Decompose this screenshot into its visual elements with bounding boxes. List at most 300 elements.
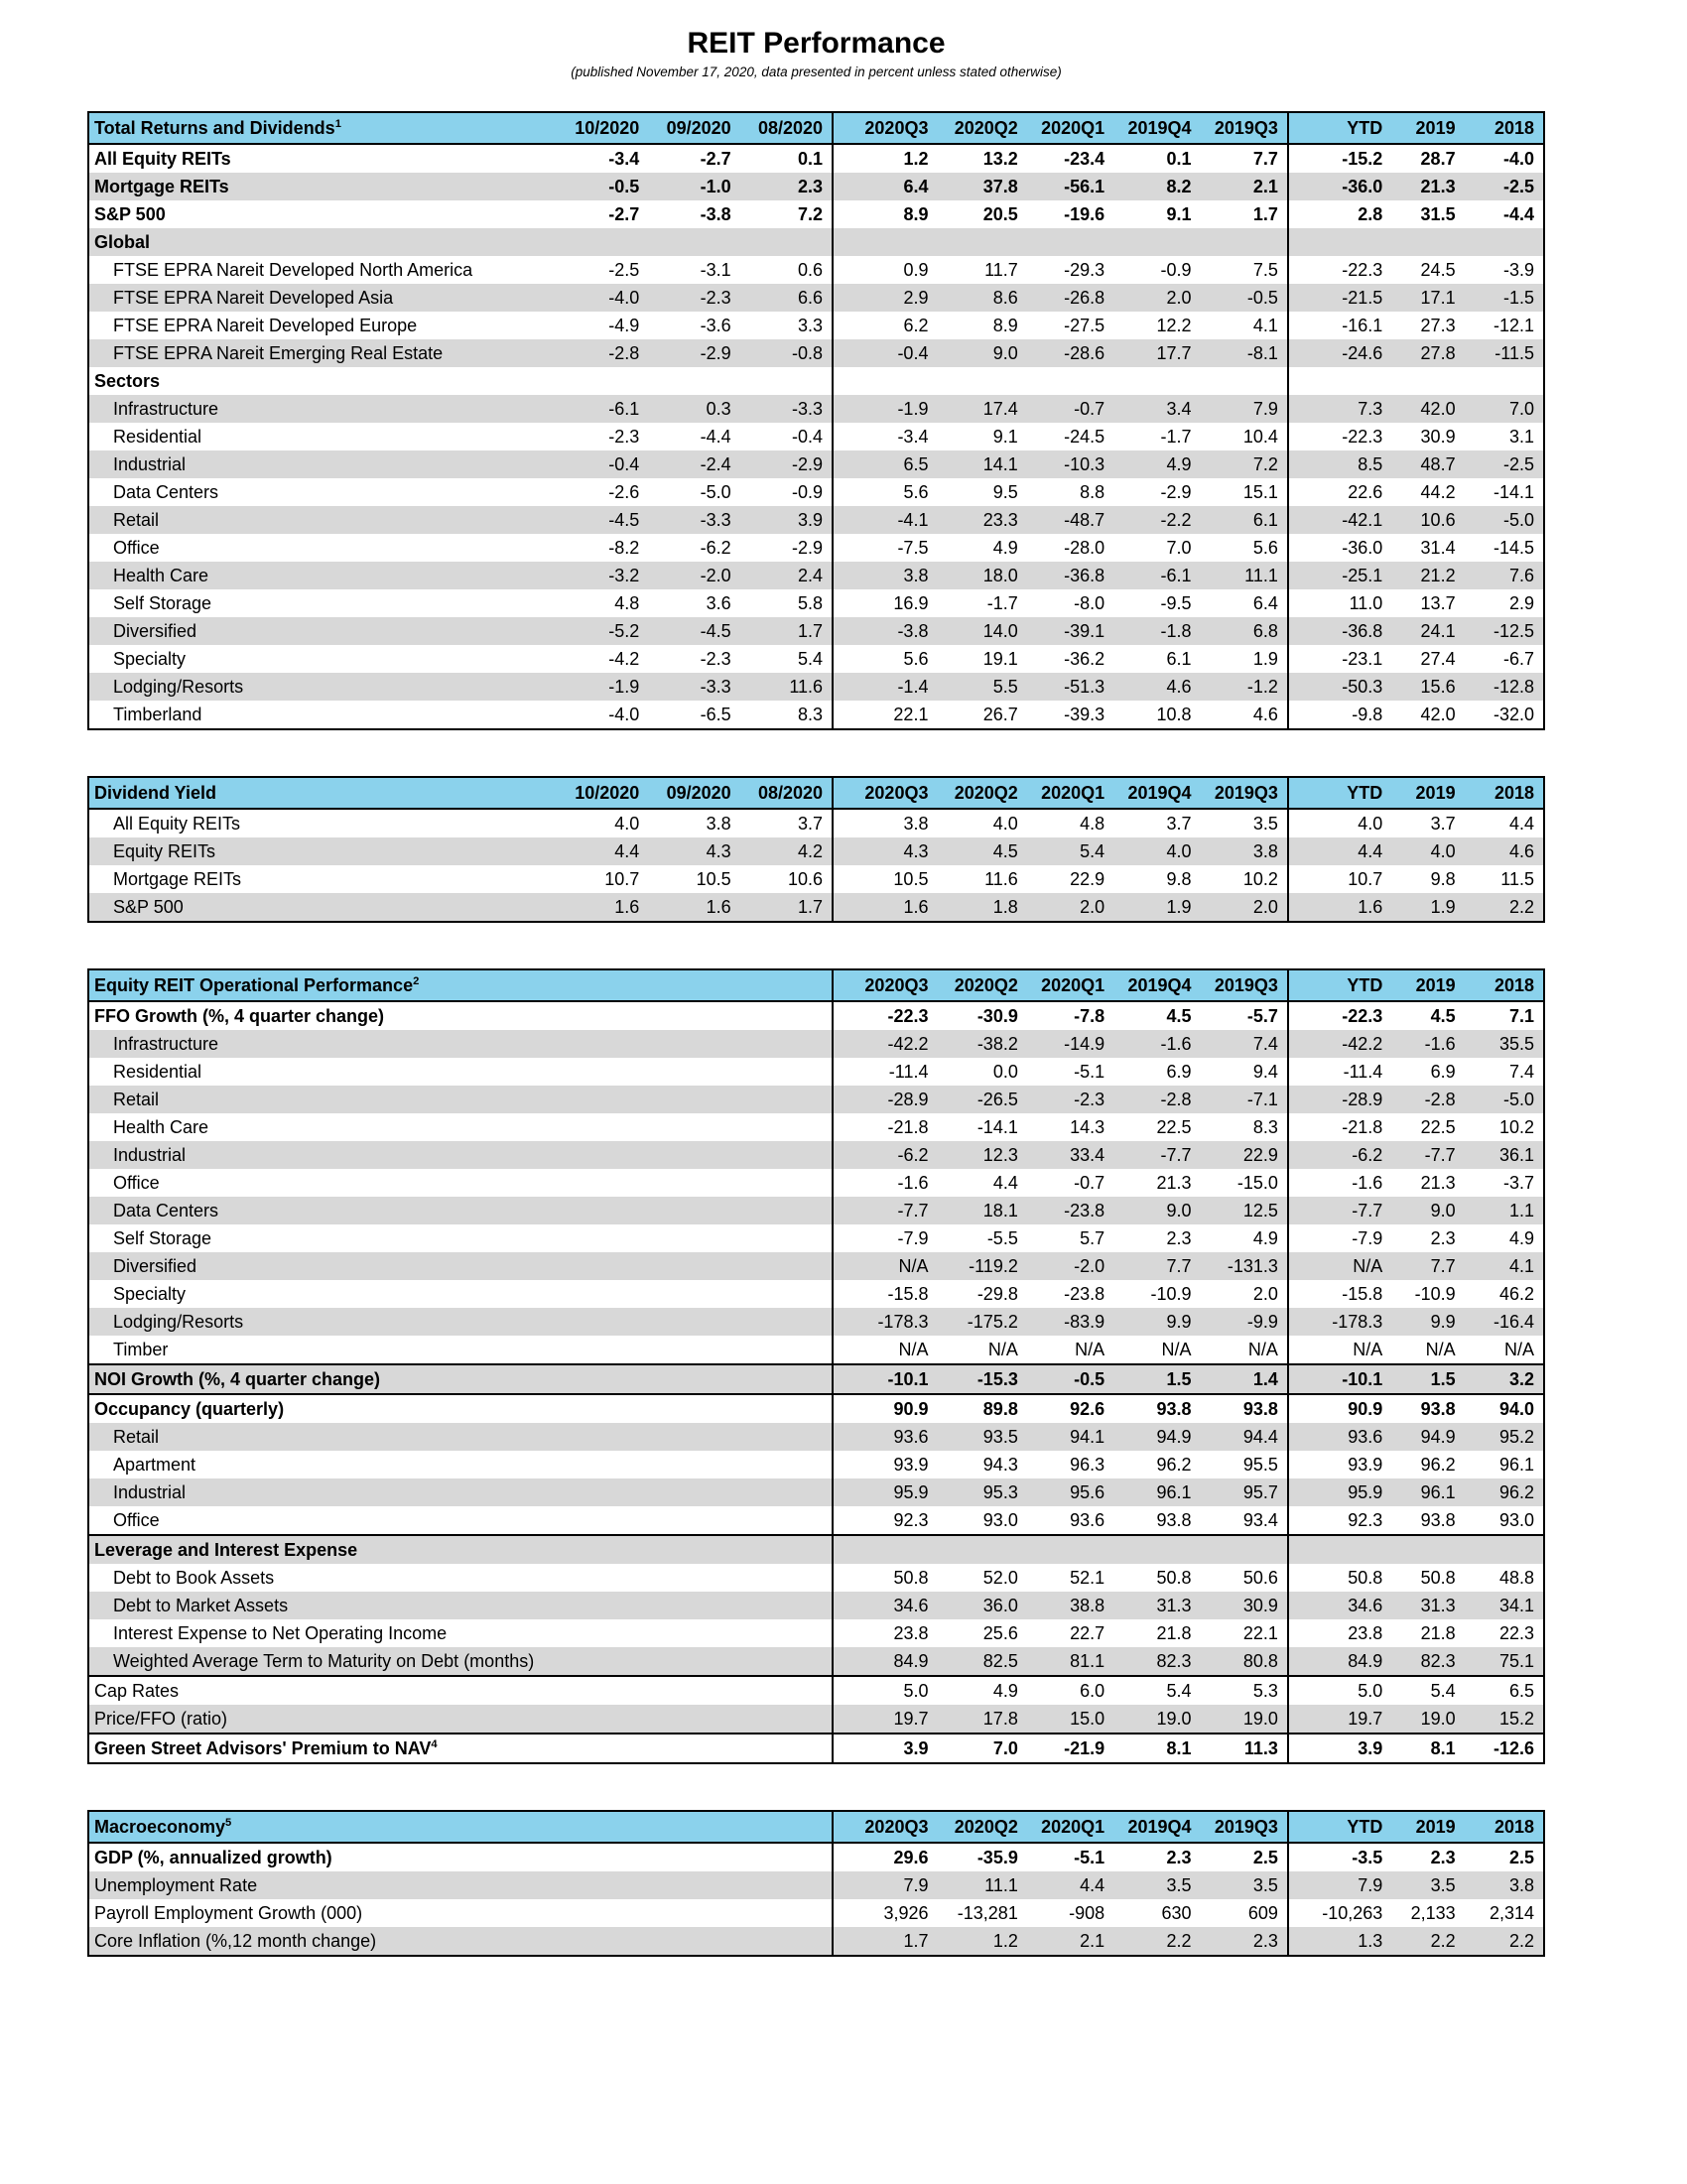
cell: -15.8 [1288, 1280, 1391, 1308]
row-label: FTSE EPRA Nareit Developed North America [113, 260, 473, 280]
cell: -23.8 [1064, 1284, 1105, 1304]
cell: -14.1 [976, 1117, 1018, 1137]
cell: 3.8 [1201, 837, 1288, 865]
cell: 82.5 [937, 1647, 1026, 1676]
cell: 0.1 [1166, 149, 1192, 169]
cell: 31.3 [1391, 1592, 1464, 1619]
tables [87, 111, 1545, 1957]
cell: 92.3 [833, 1506, 937, 1535]
cell: 4.4 [1288, 837, 1391, 865]
row-label: Timber [113, 1340, 169, 1359]
cell: 9.4 [1252, 1062, 1278, 1082]
column-header: 2020Q1 [1027, 112, 1113, 144]
row-label: Office [113, 1173, 160, 1193]
cell: -3.4 [608, 149, 640, 169]
cell: 93.6 [833, 1423, 937, 1451]
cell: 11.6 [740, 673, 833, 701]
row-label: Retail [88, 1423, 833, 1451]
cell: 50.6 [1242, 1568, 1278, 1588]
column-header: 2020Q1 [1027, 777, 1113, 809]
cell: 5.4 [1391, 1676, 1464, 1705]
cell: 1.5 [1113, 1364, 1200, 1394]
cell: 22.9 [1070, 869, 1105, 889]
cell: -1.8 [1113, 617, 1200, 645]
cell: 4.0 [1113, 837, 1200, 865]
cell: -24.5 [1064, 427, 1105, 447]
cell: 8.1 [1391, 1734, 1464, 1763]
cell: 17.1 [1391, 284, 1464, 312]
cell: -3.6 [700, 316, 731, 335]
cell: -2.2 [1113, 506, 1200, 534]
cell: -5.0 [700, 482, 731, 502]
cell: -36.2 [1064, 649, 1105, 669]
cell: 2.3 [740, 173, 833, 200]
cell: 7.7 [1252, 149, 1278, 169]
cell: -7.9 [833, 1224, 937, 1252]
cell: 8.3 [1252, 1117, 1278, 1137]
cell: -23.1 [1288, 645, 1391, 673]
cell: 15.6 [1391, 673, 1464, 701]
cell: 9.1 [992, 427, 1018, 447]
cell: -7.5 [833, 534, 937, 562]
cell: 14.0 [937, 617, 1026, 645]
cell: 21.3 [1391, 173, 1464, 200]
cell: 13.2 [982, 149, 1018, 169]
cell: 3.4 [1113, 395, 1200, 423]
cell: 21.3 [1156, 1173, 1192, 1193]
cell: 9.0 [1391, 1197, 1464, 1224]
cell: 2.2 [1391, 1927, 1464, 1956]
cell: 18.0 [937, 562, 1026, 589]
cell: 7.9 [1288, 1871, 1391, 1899]
cell: 94.1 [1027, 1423, 1113, 1451]
cell: 9.9 [1391, 1308, 1464, 1336]
table-row [88, 200, 1544, 228]
cell [1465, 1535, 1544, 1564]
column-header: 2020Q3 [833, 112, 937, 144]
column-header: 2020Q3 [833, 969, 937, 1001]
cell: 1.2 [937, 1927, 1026, 1956]
cell: 15.2 [1465, 1705, 1544, 1734]
cell: 29.6 [833, 1843, 937, 1871]
cell: 12.5 [1201, 1197, 1288, 1224]
cell: -4.9 [608, 316, 640, 335]
cell: 4.4 [1027, 1871, 1113, 1899]
cell: -42.2 [833, 1030, 937, 1058]
cell: -28.9 [833, 1086, 937, 1113]
cell: -1.7 [1160, 427, 1192, 447]
column-header: 08/2020 [740, 112, 833, 144]
table-row [88, 1619, 1544, 1647]
cell: -3.4 [833, 423, 937, 450]
column-header: 2019Q4 [1113, 112, 1200, 144]
cell: 6.1 [1166, 649, 1192, 669]
cell: 609 [1247, 1903, 1278, 1923]
table-macroeconomy [87, 1810, 1545, 1957]
table-title: Equity REIT Operational Performance$^2$ [88, 969, 833, 1001]
cell: 38.8 [1027, 1592, 1113, 1619]
cell: 2.3 [1166, 1228, 1192, 1248]
row-label: NOI Growth (%, 4 quarter change) [88, 1364, 833, 1394]
cell: -5.1 [1074, 1848, 1105, 1867]
column-header: 2019Q3 [1201, 777, 1288, 809]
cell: -1.9 [557, 673, 648, 701]
cell: -0.8 [740, 339, 833, 367]
cell: 0.9 [833, 256, 937, 284]
cell: 14.3 [1070, 1117, 1105, 1137]
cell: -21.9 [1027, 1734, 1113, 1763]
cell: 8.1 [1113, 1734, 1200, 1763]
cell: 50.8 [1420, 1568, 1456, 1588]
cell: 6.5 [1465, 1676, 1544, 1705]
cell [1391, 228, 1464, 256]
cell: 3.8 [833, 809, 937, 837]
cell: 95.9 [833, 1478, 937, 1506]
table-header-row [88, 112, 1544, 144]
cell: -0.5 [1201, 284, 1288, 312]
cell: -908 [1069, 1903, 1105, 1923]
cell: -175.2 [937, 1308, 1026, 1336]
cell: 96.1 [1113, 1478, 1200, 1506]
cell: -39.3 [1064, 705, 1105, 724]
cell: 0.0 [992, 1062, 1018, 1082]
cell: 92.6 [1027, 1394, 1113, 1423]
cell: 12.3 [937, 1141, 1026, 1169]
cell: 93.0 [982, 1510, 1018, 1530]
table-row [88, 1423, 1544, 1451]
cell: 4.1 [1465, 1252, 1544, 1280]
row-label: Timberland [113, 705, 202, 724]
cell: 3.9 [740, 506, 833, 534]
cell: 2.3 [1430, 1228, 1456, 1248]
cell: 96.2 [1156, 1455, 1192, 1475]
cell: 35.5 [1465, 1030, 1544, 1058]
row-label: Weighted Average Term to Maturity on Debt (months) [88, 1647, 833, 1676]
cell: 26.7 [982, 705, 1018, 724]
cell: -2.5 [1465, 450, 1544, 478]
cell: -22.3 [833, 1001, 937, 1030]
cell: 22.1 [1242, 1623, 1278, 1643]
cell: 1.6 [648, 893, 739, 922]
cell: 25.6 [982, 1623, 1018, 1643]
cell: 10.8 [1156, 705, 1192, 724]
cell: -22.3 [1288, 256, 1391, 284]
row-label: Mortgage REITs [88, 173, 557, 200]
table-row [88, 589, 1544, 617]
cell: 7.7 [1391, 1252, 1464, 1280]
cell: -1.0 [648, 173, 739, 200]
cell: -1.7 [986, 593, 1018, 613]
cell: 80.8 [1201, 1647, 1288, 1676]
row-label: S&P 500 [94, 204, 166, 224]
table-row [88, 1001, 1544, 1030]
cell: -19.6 [1064, 204, 1105, 224]
cell: -16.4 [1465, 1308, 1544, 1336]
cell: -2.5 [1465, 173, 1544, 200]
cell: 4.6 [1252, 705, 1278, 724]
cell: 2.3 [1430, 1848, 1456, 1867]
column-header: 2019 [1391, 777, 1464, 809]
cell [833, 367, 937, 395]
table-row [88, 1308, 1544, 1336]
cell: 20.5 [982, 204, 1018, 224]
cell: 1.9 [1391, 893, 1464, 922]
cell: 0.3 [648, 395, 739, 423]
cell: 96.2 [1420, 1455, 1456, 1475]
cell: -2.4 [648, 450, 739, 478]
cell: 7.1 [1508, 1006, 1534, 1026]
cell: 96.2 [1465, 1478, 1544, 1506]
row-label: Lodging/Resorts [88, 673, 557, 701]
table-row [88, 228, 1544, 256]
row-label: Residential [113, 1062, 202, 1082]
cell: -83.9 [1027, 1308, 1113, 1336]
cell: 21.8 [1420, 1623, 1456, 1643]
cell: N/A [1075, 1340, 1105, 1359]
cell [648, 367, 739, 395]
cell: 5.4 [798, 649, 824, 669]
cell: -4.5 [648, 617, 739, 645]
cell: 6.0 [1027, 1676, 1113, 1705]
cell [937, 367, 1026, 395]
row-label: Infrastructure [88, 1030, 833, 1058]
cell: 15.0 [1027, 1705, 1113, 1734]
cell: 5.0 [833, 1676, 937, 1705]
table-row [88, 1734, 1544, 1763]
cell: -32.0 [1492, 705, 1534, 724]
cell: 9.8 [1430, 869, 1456, 889]
cell: -6.2 [700, 538, 731, 558]
cell: -10.3 [1027, 450, 1113, 478]
cell: -15.2 [1288, 144, 1391, 173]
cell: 2.3 [1201, 1927, 1288, 1956]
table-row [88, 1478, 1544, 1506]
row-label: Specialty [113, 649, 187, 669]
cell: -1.9 [833, 395, 937, 423]
cell: 7.5 [1252, 260, 1278, 280]
cell: -5.5 [986, 1228, 1018, 1248]
cell: 94.4 [1201, 1423, 1288, 1451]
cell: -22.3 [1288, 1001, 1391, 1030]
row-label: Self Storage [113, 1228, 212, 1248]
cell: 9.1 [1166, 204, 1192, 224]
cell: -6.5 [700, 705, 731, 724]
cell: -5.0 [1465, 506, 1544, 534]
cell: 5.6 [833, 645, 937, 673]
cell: 30.9 [1420, 427, 1456, 447]
table-header-row [88, 1811, 1544, 1843]
column-header: 2018 [1465, 112, 1544, 144]
cell: 4.4 [1508, 814, 1534, 834]
cell: -5.2 [557, 617, 648, 645]
cell: -10,263 [1288, 1899, 1391, 1927]
cell: 6.2 [833, 312, 937, 339]
row-label: Residential [113, 427, 202, 447]
cell: 2.1 [1201, 173, 1288, 200]
cell: -4.4 [1502, 204, 1534, 224]
cell: 630 [1161, 1903, 1192, 1923]
cell: 27.8 [1391, 339, 1464, 367]
table-row [88, 312, 1544, 339]
cell: -0.5 [1027, 1364, 1113, 1394]
cell: 1.6 [1288, 893, 1391, 922]
cell: 33.4 [1027, 1141, 1113, 1169]
cell: 8.3 [798, 705, 824, 724]
row-label: Specialty [113, 1284, 187, 1304]
cell: 5.4 [1027, 837, 1113, 865]
cell: 90.9 [1288, 1394, 1391, 1423]
cell: 7.0 [1166, 538, 1192, 558]
cell: 30.9 [1201, 1592, 1288, 1619]
cell: 4.6 [1465, 837, 1544, 865]
cell: -0.4 [833, 339, 937, 367]
cell: 6.5 [833, 450, 937, 478]
cell: 36.0 [937, 1592, 1026, 1619]
table-row [88, 673, 1544, 701]
cell: 93.9 [833, 1451, 937, 1478]
column-header: 09/2020 [648, 777, 739, 809]
row-label: Sectors [94, 371, 161, 391]
cell: 8.9 [833, 200, 937, 228]
cell: -3.1 [700, 260, 731, 280]
cell: 5.0 [1288, 1676, 1391, 1705]
cell: N/A [1161, 1340, 1192, 1359]
row-label: Industrial [88, 1478, 833, 1506]
row-label: All Equity REITs [113, 814, 241, 834]
cell: 6.4 [833, 173, 937, 200]
cell: 10.4 [1242, 427, 1278, 447]
cell: 8.6 [937, 284, 1026, 312]
cell: 2.8 [1288, 200, 1391, 228]
cell: 0.6 [798, 260, 824, 280]
cell: 11.3 [1201, 1734, 1288, 1763]
table-row [88, 562, 1544, 589]
cell: -4.1 [833, 506, 937, 534]
cell: 93.8 [1156, 1510, 1192, 1530]
column-header: 2019Q3 [1201, 112, 1288, 144]
table-row [88, 1030, 1544, 1058]
cell: 3.3 [798, 316, 824, 335]
cell: 2.4 [740, 562, 833, 589]
cell: -6.1 [557, 395, 648, 423]
cell: -9.5 [1160, 593, 1192, 613]
cell: -2.3 [608, 427, 640, 447]
table-row [88, 1899, 1544, 1927]
cell: 1.9 [1113, 893, 1200, 922]
cell: -2.8 [1113, 1086, 1200, 1113]
cell: -15.3 [937, 1364, 1026, 1394]
column-header: YTD [1288, 112, 1391, 144]
cell: 52.0 [982, 1568, 1018, 1588]
cell: -30.9 [976, 1006, 1018, 1026]
table-row [88, 893, 1544, 922]
cell: 4.0 [992, 814, 1018, 834]
cell: 2.2 [1113, 1927, 1200, 1956]
cell: 2.1 [1027, 1927, 1113, 1956]
cell: -7.7 [1391, 1141, 1464, 1169]
table-row [88, 1927, 1544, 1956]
cell: N/A [1425, 1340, 1456, 1359]
cell: 82.3 [1391, 1647, 1464, 1676]
cell: -1.2 [1201, 673, 1288, 701]
cell: -4.2 [608, 649, 640, 669]
cell: 13.7 [1420, 593, 1456, 613]
cell: 4.3 [648, 837, 739, 865]
cell: 4.6 [1113, 673, 1200, 701]
cell: 4.4 [557, 837, 648, 865]
cell: -2.7 [700, 149, 731, 169]
cell: 16.9 [833, 589, 937, 617]
cell: 95.5 [1242, 1455, 1278, 1475]
cell: -6.2 [1288, 1141, 1391, 1169]
cell: 3.7 [1166, 814, 1192, 834]
cell: 10.5 [833, 865, 937, 893]
table-row [88, 144, 1544, 173]
cell: -2.3 [648, 284, 739, 312]
cell: -10.1 [1288, 1364, 1391, 1394]
cell: 4.0 [614, 814, 640, 834]
cell: 93.0 [1498, 1510, 1534, 1530]
cell: -2.3 [1027, 1086, 1113, 1113]
cell: 17.8 [937, 1705, 1026, 1734]
cell: -3.7 [1502, 1173, 1534, 1193]
table-row [88, 1113, 1544, 1141]
column-header: 2019Q3 [1201, 1811, 1288, 1843]
row-label: Equity REITs [88, 837, 557, 865]
cell: -0.9 [792, 482, 824, 502]
cell: 10.2 [1242, 869, 1278, 889]
cell: 75.1 [1465, 1647, 1544, 1676]
row-label: Self Storage [113, 593, 212, 613]
cell: 23.8 [1288, 1619, 1391, 1647]
cell: 22.7 [1070, 1623, 1105, 1643]
table-equity-reit-operational-performance [87, 968, 1545, 1764]
cell: -21.5 [1288, 284, 1391, 312]
cell: -3.3 [648, 673, 739, 701]
cell: 42.0 [1391, 395, 1464, 423]
cell: -14.5 [1492, 538, 1534, 558]
row-label: Infrastructure [88, 395, 557, 423]
cell: 24.5 [1420, 260, 1456, 280]
cell: -4.5 [557, 506, 648, 534]
cell: 93.4 [1242, 1510, 1278, 1530]
cell: -6.7 [1502, 649, 1534, 669]
cell: 2,314 [1489, 1903, 1534, 1923]
cell: 94.9 [1391, 1423, 1464, 1451]
table-row [88, 1843, 1544, 1871]
column-header: 2018 [1465, 1811, 1544, 1843]
cell: -2.0 [648, 562, 739, 589]
cell: -27.5 [1064, 316, 1105, 335]
cell: 3.9 [833, 1734, 937, 1763]
cell: -39.1 [1027, 617, 1113, 645]
cell: 4.5 [937, 837, 1026, 865]
cell: 23.3 [937, 506, 1026, 534]
cell [1113, 228, 1200, 256]
cell: 94.9 [1113, 1423, 1200, 1451]
row-label: Green Street Advisors' Premium to NAV$^4$ [88, 1734, 833, 1763]
row-label: Diversified [88, 1252, 833, 1280]
cell: 95.9 [1288, 1478, 1391, 1506]
cell [1288, 228, 1391, 256]
table-row [88, 645, 1544, 673]
cell: 84.9 [833, 1647, 937, 1676]
cell: 1.8 [937, 893, 1026, 922]
cell: 19.7 [833, 1705, 937, 1734]
column-header: 10/2020 [557, 777, 648, 809]
row-label: All Equity REITs [94, 149, 231, 169]
row-label: Diversified [88, 617, 557, 645]
